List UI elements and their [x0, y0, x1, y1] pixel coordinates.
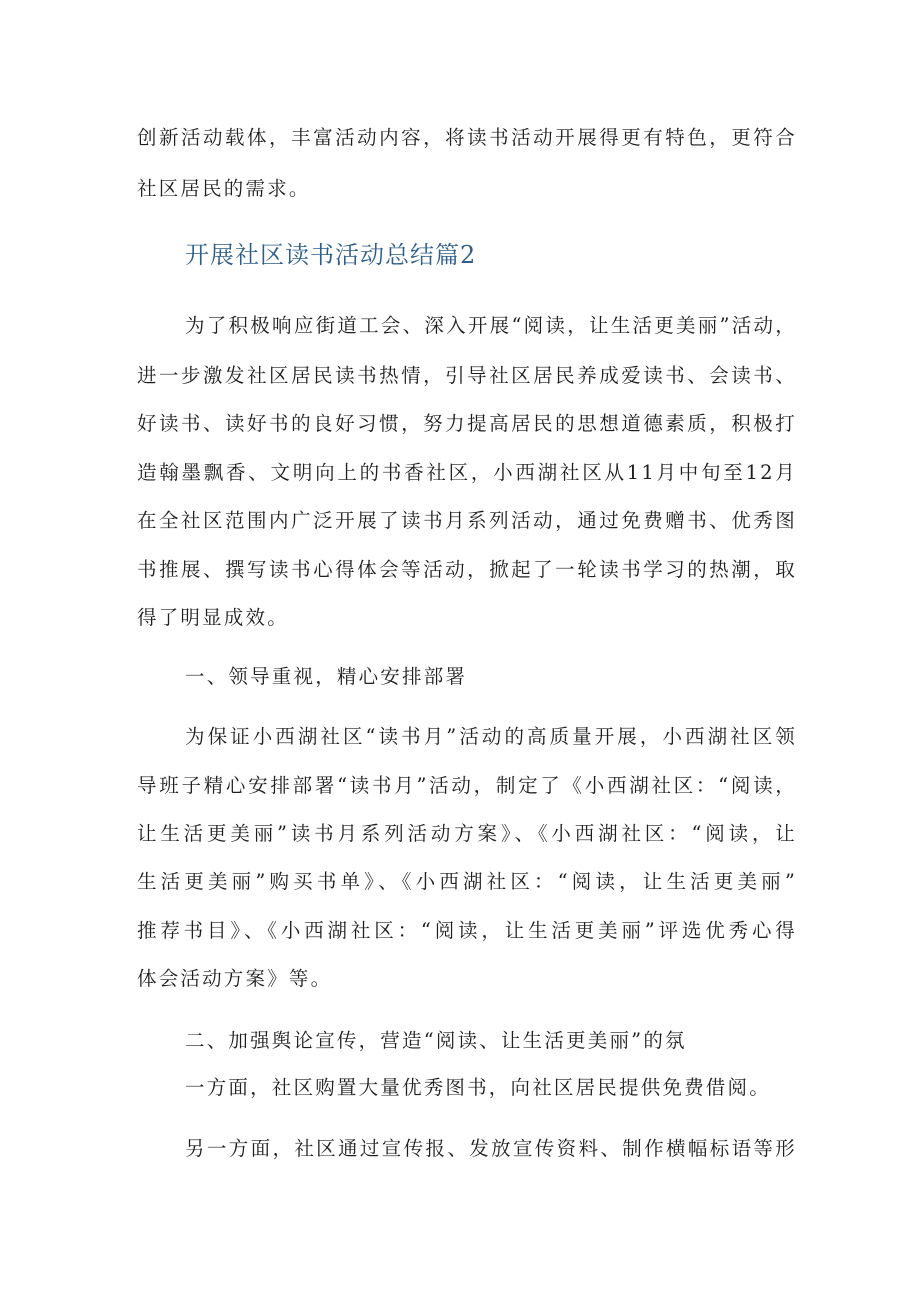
para1-line-3: 好读书、读好书的良好习惯，努力提高居民的思想道德素质，积极打	[137, 412, 797, 435]
para2-line-1: 为保证小西湖社区“读书月”活动的高质量开展，小西湖社区领	[185, 725, 797, 748]
para1-line-4: 造翰墨飘香、文明向上的书香社区，小西湖社区从11月中旬至12月	[137, 461, 797, 484]
para1-line-1: 为了积极响应街道工会、深入开展“阅读，让生活更美丽”活动，	[185, 314, 797, 337]
para2-line-2: 导班子精心安排部署“读书月”活动，制定了《小西湖社区：“阅读，	[137, 774, 797, 797]
para1-line-7: 得了明显成效。	[137, 606, 289, 629]
para4-line: 另一方面，社区通过宣传报、发放宣传资料、制作横幅标语等形	[185, 1137, 797, 1160]
intro-line-2: 社区居民的需求。	[137, 177, 311, 200]
heading-one: 一、领导重视，精心安排部署	[185, 665, 468, 688]
para1-line-6: 书推展、撰写读书心得体会等活动，掀起了一轮读书学习的热潮，取	[137, 558, 797, 581]
section-title: 开展社区读书活动总结篇2	[185, 241, 477, 269]
para2-line-6: 体会活动方案》等。	[137, 967, 333, 990]
para2-line-5: 推荐书目》、《小西湖社区：“阅读，让生活更美丽”评选优秀心得	[137, 919, 797, 942]
para3-line: 一方面，社区购置大量优秀图书，向社区居民提供免费借阅。	[185, 1076, 771, 1099]
para2-line-3: 让生活更美丽”读书月系列活动方案》、《小西湖社区：“阅读，让	[137, 822, 797, 845]
intro-line-1: 创新活动载体，丰富活动内容，将读书活动开展得更有特色，更符合	[137, 126, 797, 149]
para2-line-4: 生活更美丽”购买书单》、《小西湖社区：“阅读，让生活更美丽”	[137, 870, 797, 893]
para1-line-2: 进一步激发社区居民读书热情，引导社区居民养成爱读书、会读书、	[137, 364, 797, 387]
heading-two: 二、加强舆论宣传，营造“阅读、让生活更美丽”的氛	[185, 1029, 687, 1052]
para1-line-5: 在全社区范围内广泛开展了读书月系列活动，通过免费赠书、优秀图	[137, 509, 797, 532]
